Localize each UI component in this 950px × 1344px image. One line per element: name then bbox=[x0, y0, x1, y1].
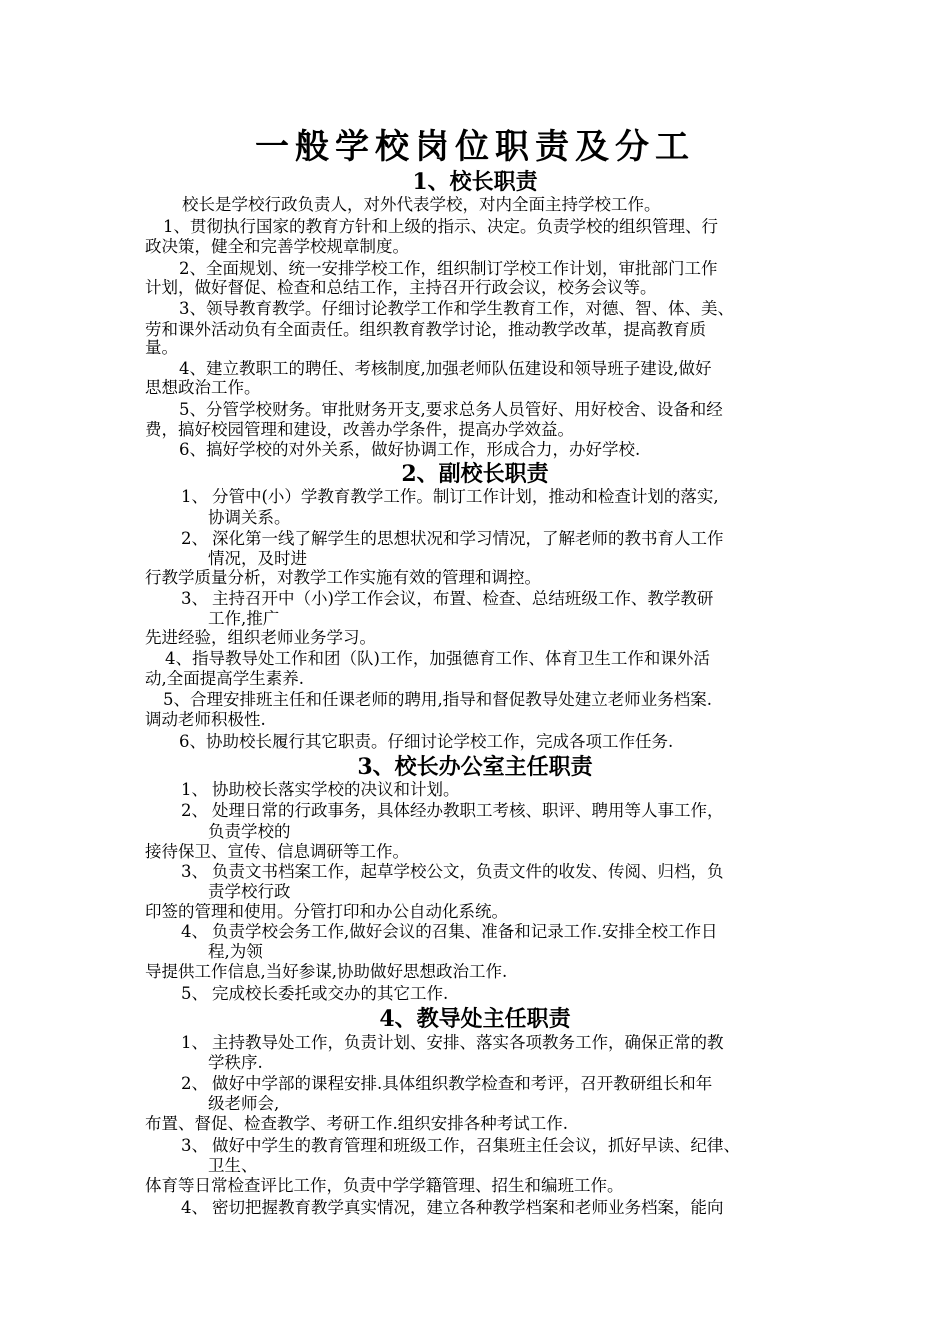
paragraph-line: 主持教导处工作，负责计划、安排、落实各项教务工作，确保正常的教 bbox=[212, 1033, 724, 1052]
paragraph-line: 程,为领 bbox=[208, 942, 263, 961]
list-number: 2、 bbox=[181, 529, 208, 548]
paragraph-line: 卫生、 bbox=[208, 1156, 258, 1175]
paragraph-line: 深化第一线了解学生的思想状况和学习情况，了解老师的教书育人工作 bbox=[212, 529, 724, 548]
list-number: 1、 bbox=[181, 1033, 208, 1052]
section-heading-principal: 1、校长职责 bbox=[412, 169, 538, 195]
paragraph-line: 2、全面规划、统一安排学校工作，组织制订学校工作计划，审批部门工作 bbox=[179, 259, 718, 278]
paragraph-line: 协助校长落实学校的决议和计划。 bbox=[212, 780, 460, 799]
paragraph-line: 级老师会, bbox=[208, 1094, 280, 1113]
paragraph-line: 做好中学部的课程安排.具体组织教学检查和考评，召开教研组长和年 bbox=[212, 1074, 713, 1093]
paragraph-line: 3、领导教育教学。仔细讨论教学工作和学生教育工作，对德、智、体、美、 bbox=[179, 299, 734, 318]
paragraph-line: 校长是学校行政负责人，对外代表学校，对内全面主持学校工作。 bbox=[182, 195, 661, 214]
list-number: 3、 bbox=[181, 1136, 208, 1155]
section-heading-vice-principal: 2、副校长职责 bbox=[401, 461, 549, 487]
list-number: 1、 bbox=[181, 780, 208, 799]
paragraph-line: 4、指导教导处工作和团（队)工作，加强德育工作、体育卫生工作和课外活 bbox=[165, 649, 710, 668]
paragraph-line: 导提供工作信息,当好参谋,协助做好思想政治工作. bbox=[145, 962, 508, 981]
paragraph-line: 负责学校会务工作,做好会议的召集、准备和记录工作.安排全校工作日 bbox=[212, 922, 718, 941]
list-number: 4、 bbox=[181, 1198, 208, 1217]
list-number: 2、 bbox=[181, 801, 208, 820]
paragraph-line: 5、合理安排班主任和任课老师的聘用,指导和督促教导处建立老师业务档案. bbox=[163, 690, 712, 709]
paragraph-line: 计划，做好督促、检查和总结工作，主持召开行政会议，校务会议等。 bbox=[145, 278, 657, 297]
paragraph-line: 量。 bbox=[145, 338, 178, 357]
paragraph-line: 动,全面提高学生素养. bbox=[145, 669, 304, 688]
paragraph-line: 1、贯彻执行国家的教育方针和上级的指示、决定。负责学校的组织管理、行 bbox=[163, 217, 718, 236]
paragraph-line: 完成校长委托或交办的其它工作. bbox=[212, 984, 449, 1003]
paragraph-line: 劳和课外活动负有全面责任。组织教育教学讨论，推动教学改革，提高教育质 bbox=[145, 320, 706, 339]
paragraph-line: 5、分管学校财务。审批财务开支,要求总务人员管好、用好校舍、设备和经 bbox=[179, 400, 723, 419]
paragraph-line: 调动老师积极性. bbox=[145, 710, 266, 729]
paragraph-line: 情况，及时进 bbox=[208, 549, 307, 568]
paragraph-line: 主持召开中（小)学工作会议，布置、检查、总结班级工作、教学教研 bbox=[212, 589, 714, 608]
list-number: 2、 bbox=[181, 1074, 208, 1093]
paragraph-line: 6、搞好学校的对外关系，做好协调工作，形成合力，办好学校. bbox=[179, 440, 641, 459]
paragraph-line: 思想政治工作。 bbox=[145, 378, 261, 397]
list-number: 1、 bbox=[181, 487, 208, 506]
list-number: 5、 bbox=[181, 984, 208, 1003]
paragraph-line: 学秩序. bbox=[208, 1053, 263, 1072]
paragraph-line: 体育等日常检查评比工作，负责中学学籍管理、招生和编班工作。 bbox=[145, 1176, 624, 1195]
paragraph-line: 接待保卫、宣传、信息调研等工作。 bbox=[145, 842, 409, 861]
list-number: 4、 bbox=[181, 922, 208, 941]
paragraph-line: 先进经验，组织老师业务学习。 bbox=[145, 628, 376, 647]
paragraph-line: 分管中(小）学教育教学工作。制订工作计划，推动和检查计划的落实, bbox=[212, 487, 719, 506]
paragraph-line: 工作,推广 bbox=[208, 609, 280, 628]
paragraph-line: 密切把握教育教学真实情况，建立各种教学档案和老师业务档案，能向 bbox=[212, 1198, 724, 1217]
section-heading-academic-director: 4、教导处主任职责 bbox=[379, 1006, 571, 1032]
list-number: 3、 bbox=[181, 589, 208, 608]
paragraph-line: 做好中学生的教育管理和班级工作，召集班主任会议，抓好早读、纪律、 bbox=[212, 1136, 740, 1155]
list-number: 3、 bbox=[181, 862, 208, 881]
paragraph-line: 责学校行政 bbox=[208, 882, 291, 901]
paragraph-line: 行教学质量分析，对教学工作实施有效的管理和调控。 bbox=[145, 568, 541, 587]
paragraph-line: 负责学校的 bbox=[208, 822, 291, 841]
document-title: 一般学校岗位职责及分工 bbox=[255, 127, 695, 167]
paragraph-line: 6、协助校长履行其它职责。仔细讨论学校工作，完成各项工作任务. bbox=[179, 732, 674, 751]
paragraph-line: 费，搞好校园管理和建设，改善办学条件，提高办学效益。 bbox=[145, 420, 574, 439]
paragraph-line: 布置、督促、检查教学、考研工作.组织安排各种考试工作. bbox=[145, 1114, 568, 1133]
paragraph-line: 4、建立教职工的聘任、考核制度,加强老师队伍建设和领导班子建设,做好 bbox=[179, 359, 712, 378]
paragraph-line: 负责文书档案工作，起草学校公文，负责文件的收发、传阅、归档，负 bbox=[212, 862, 724, 881]
paragraph-line: 处理日常的行政事务，具体经办教职工考核、职评、聘用等人事工作， bbox=[212, 801, 724, 820]
paragraph-line: 协调关系。 bbox=[208, 508, 291, 527]
section-heading-office-director: 3、校长办公室主任职责 bbox=[357, 754, 593, 780]
paragraph-line: 印签的管理和使用。分管打印和办公自动化系统。 bbox=[145, 902, 508, 921]
paragraph-line: 政决策，健全和完善学校规章制度。 bbox=[145, 237, 409, 256]
